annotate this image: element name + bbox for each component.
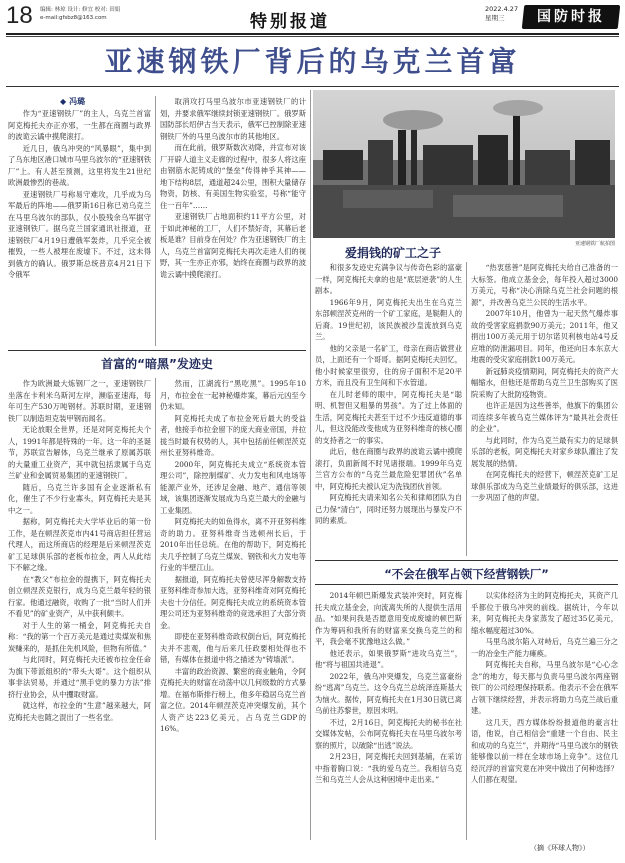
paragraph: 2022年，俄乌冲突爆发，乌克兰富豪纷纷“逃离”乌克兰。这令乌克兰总统泽连斯基大为恼火。据传，阿克梅托夫在1月30日就已离乌前往苏黎世，原因未明。 (315, 671, 462, 715)
column-divider (155, 96, 156, 346)
logo-text: 国防时报 (537, 9, 605, 25)
steel-plant-image (313, 90, 615, 238)
page-number: 18 (6, 2, 33, 29)
headline-rule (6, 86, 619, 87)
history-column-2 (160, 378, 306, 840)
paragraph: 和很多发迹史充满争议与传奇色彩的富豪一样，阿克梅托夫拿的也是“底层逆袭”的人生剧本。 (315, 263, 462, 295)
paragraph: 据称，阿克梅托夫大学毕业后的第一份工作，是在顿涅茨克市内41号商店担任营运代理人，而这所商店的经理是后来顿涅茨克矿工足球俱乐部的老板布拉金，两人从此结下不解之缘。 (8, 517, 151, 572)
paragraph: 对于人生的第一桶金，阿克梅托夫自称：“我的第一个百万美元是通过卖煤炭和焦炭赚来的，是抓住先机风险，但物有所值。” (8, 620, 151, 653)
column-divider (466, 590, 467, 840)
stay-column-1 (315, 590, 462, 840)
paragraph: 无论放眼全世界，还是对阿克梅托夫个人，1991年都是特殊的一年。这一年的圣诞节，苏联宣告解体，乌克兰继承了原属苏联的大量重工业资产，其中就包括隶属于乌克兰矿业和金属贸易集团的亚速钢铁厂。 (8, 425, 151, 480)
paragraph: 阿克梅托夫请来知名公关和律师团队为自己力保“清白”，同时还努力展现出与暴发户不同的素质。 (315, 493, 462, 525)
paragraph: 就这样，布拉金的“生意”越来越大，阿克梅托夫也随之混出了一些名堂。 (8, 701, 151, 722)
email-line: e-mail:gfsbz8@163.com (40, 15, 107, 21)
paragraph: 在儿时老师的眼中，阿克梅托夫是“聪明、机智但又粗暴的男孩”。为了过上体面的生活，阿克梅托夫甚至干过不少违反道德的事儿，但这没能改变他成为亚努科维奇的核心圈的支持者之一的事实。 (315, 389, 462, 445)
paragraph: “热衷慈善”是阿克梅托夫给自己准备的一大标签。他成立基金会，每年投入超过3000万美元，号称“决心消除乌克兰社会问题的根源”，并改善乌克兰公民的生活水平。 (471, 263, 618, 307)
paragraph: 2月23日，阿克梅托夫回到基辅，在采访中指着胸口说：“我的爱乌克兰。我相信乌克兰和乌克兰人会从这种困境中走出来。” (315, 752, 462, 784)
paragraph: 随后，乌克兰许多国有企业逐渐私有化，催生了不少行业寡头，阿克梅托夫是其中之一。 (8, 482, 151, 515)
paragraph: 2007年10月，他曾为一起天然气爆炸事故的受害家庭捐款90万美元；2011年，他又捐出100万美元用于切尔诺贝利核电站4号反应堆的防泄漏项目。同年，他还向日本东京大地震的受灾家庭捐款100万美元。 (471, 309, 618, 364)
donation-column-2 (471, 262, 618, 556)
editor-line: 编辑: 林琼 设计: 修宜 校对: 田娟 (40, 7, 121, 13)
section-divider (310, 90, 311, 840)
section-title: 特别报道 (250, 12, 330, 32)
paragraph: 1966年9月，阿克梅托夫出生在乌克兰东部顿涅茨克州的一个矿工家庭，是鞑靼人的后裔。19世纪初，该民族被沙皇流放到乌克兰。 (315, 297, 462, 341)
paragraph: 而在此前，俄罗斯数次劝降，并宣布对该厂开辟人道主义走廊的过程中，很多人将这座由钢筋水泥铸成的“堡垒”传得神乎其神——地下结构8层，通道超24公里，围积大量储存物资，防核、有美国生物实验室，号称“能守住一百年”…… (160, 143, 306, 210)
paragraph: 2014年顿巴斯爆发武装冲突时，阿克梅托夫成立基金会，向流离失所的人提供生活用品。“如果问我是否愿意用变成废墟的顿巴斯作为筹码和我所有的财富来交换乌克兰的和平，我会毫不犹豫地这么做。” (315, 591, 462, 646)
paragraph: 也许正是因为这些善举，他旗下的集团公司连续多年被乌克兰媒体评为“最具社会责任的企业”。 (471, 401, 618, 433)
paragraph: 作为“亚速钢铁厂”的主人，乌克兰首富阿克梅托夫亦正亦邪，一生都在商圈与政界的波诡云谲中摸爬滚打。 (8, 109, 151, 141)
paragraph: 然而，江湖流行“黑吃黑”。1995年10月，布拉金在一起神秘爆炸案，幕后元凶至今仍未知。 (160, 379, 306, 411)
paragraph: 不过，2月16日，阿克梅托夫的秘书在社交媒体发帖，公布阿克梅托夫在马里乌波尔考察的照片，以破除“出逃”说法。 (315, 717, 462, 750)
intro-column-right (160, 96, 306, 346)
paragraph: 亚速钢铁厂号称易守难攻，几乎成为乌军最后的阵地——俄罗斯16日称已劝乌克兰在马里乌波尔的部队，仅小股残余乌军据守亚速钢铁厂。据乌克兰国家通讯社报道，亚速钢铁厂4月19日遭俄军轰炸，几乎完全被摧毁，一些人被埋在废墟下。不过，这未得到俄方的确认。俄罗斯总统普京4月21日下令俄军 (8, 189, 151, 279)
paragraph: 2000年，阿克梅托夫成立“系统资本管理公司”，除控制煤矿、火力发电和风电场等能源产业外，还涉足金融、地产、通信等领域，该集团逐渐发展成为乌克兰最大的金融与工业集团。 (160, 459, 306, 515)
masthead-rule-thin (6, 36, 619, 37)
author-name: 冯璐 (69, 97, 86, 106)
paragraph: 他的父亲是一名矿工，母亲在商店做营业员，上面还有一个哥哥。据阿克梅托夫回忆，他小时候家里很穷，住的房子面积不足20平方米，而且没有卫生间和下水管道。 (315, 343, 462, 387)
paragraph: 与此同时，作为乌克兰最有实力的足球俱乐部的老板，阿克梅托夫对家乡球队灌注了发展发展的热情。 (471, 435, 618, 468)
page-headline: 亚速钢铁厂背后的乌克兰首富 (104, 45, 521, 78)
paragraph: 近几日，俄乌冲突的“风暴眼”，集中到了乌东地区港口城市马里乌波尔的“亚速钢铁厂”上。有人甚至预测，这里将发生21世纪欧洲最惨烈的巷战。 (8, 143, 151, 187)
paragraph: 此后，他在商圈与政界的波诡云谲中摸爬滚打，负面新闻不时见诸报端。1999年乌克兰官方公布的“乌克兰最危险犯罪团伙”名单中，阿克梅托夫被认定为洗钱团伙首领。 (315, 447, 462, 491)
subtitle-dark-history: 首富的“暗黑”发迹史 (101, 357, 213, 371)
masthead-rule (6, 33, 619, 35)
paragraph: 取消攻打马里乌波尔市亚速钢铁厂的计划，并要求俄军继续封锁亚速钢铁厂。俄罗斯国防部长绍伊古当天表示，俄军已控制除亚速钢铁厂外的马里乌波尔市的其他地区。 (160, 97, 306, 141)
subtitle-rule (315, 560, 618, 561)
paragraph: 这几天，西方媒体纷纷报道他的豪言壮语，他说，自己相信会“重建一个自由、民主和成功的乌克兰”，并期待“马里乌波尔的钢铁能够像以前一样在全球市场上竞争”。这位几经沉浮的首富究竟在冲突中做出了何种选择？人们都在观望。 (471, 717, 618, 784)
intro-column-left (8, 108, 151, 346)
paragraph: 在阿克梅托夫的经营下，顿涅茨克矿工足球俱乐部成为乌克兰业绩最好的俱乐部，这进一步巩固了他的声望。 (471, 470, 618, 502)
paragraph: 作为欧洲最大炼钢厂之一，亚速钢铁厂坐落在卡利米乌斯河左岸，濒临亚速海，每年可生产530万吨钢材。苏联时期，亚速钢铁厂以制造坦克装甲钢而闻名。 (8, 379, 151, 423)
paragraph: 丰富的政治资源、繁密的商业触角，令阿克梅托夫的财富在动荡中以几何级数的方式暴增。在福布斯排行榜上，他多年稳居乌克兰首富之位。2014年顿涅茨克冲突爆发前，其个人资产达223亿美元，占乌克兰GDP的16%。 (160, 666, 306, 733)
editor-info (40, 6, 120, 22)
paragraph: 即使在亚努科维奇政权倒台后，阿克梅托夫并不悲观，他与后来几任政要相处得也不错，有媒体在报道中将之描述为“铸墙派”。 (160, 632, 306, 664)
subtitle-rule (315, 584, 618, 585)
subtitle-rule (8, 350, 306, 351)
paragraph: 与此同时，阿克梅托夫还被布拉金任命为旗下带派组织的“带头大哥”。这个组织从事非法贸易，并通过“黑手党的暴力方法”排挤行业协会，从中攫取财富。 (8, 655, 151, 699)
column-divider (466, 262, 467, 556)
stay-column-2 (471, 590, 618, 840)
paragraph: 新冠肺炎疫情期间，阿克梅托夫的资产大幅缩水，但他还是帮助乌克兰卫生部购买了医院采购了大批防疫物资。 (471, 366, 618, 399)
paragraph: 阿克梅托夫成了布拉金死后最大的受益者，他接手布拉金留下的庞大商业帝国，并拉拢当时最有权势的人，其中包括前任顿涅茨克州长亚努科维奇。 (160, 413, 306, 457)
paragraph: 他还表示，如果俄罗斯“进攻乌克兰”，他“将与祖国共进退”。 (315, 648, 462, 669)
history-column-1 (8, 378, 151, 840)
byline (60, 96, 85, 107)
paragraph: 在“教父”布拉金的提携下，阿克梅托夫创立顿涅茨克银行，成为乌克兰最年轻的银行家。他通过融资，收购了一批“当时人们并不看见”的矿业资产，从中获利颇丰。 (8, 574, 151, 618)
subtitle-donation: 爱捐钱的矿工之子 (344, 246, 441, 260)
photo-caption: 亚速钢铁厂航拍图 (574, 241, 615, 247)
paragraph: 马里乌波尔陷入对峙后，乌克兰遍三分之一的冶金生产能力瘫痪。 (471, 637, 618, 658)
date-line: 2022.4.27 (485, 5, 519, 13)
aerial-photo (313, 90, 615, 238)
paragraph: 阿克梅托夫自称，马里乌波尔是“心心念念”的地方，每天都与负责马里乌波尔两座钢铁厂的公司经理保持联系。他表示不会在俄军占领下继续经营，并表示将助力乌克兰战后重建。 (471, 660, 618, 715)
source-credit: （摘《环球人物》） (530, 844, 590, 852)
newspaper-logo (522, 5, 621, 29)
donation-column-1 (315, 262, 462, 556)
publication-date (485, 5, 518, 23)
masthead (0, 0, 625, 38)
column-divider (155, 378, 156, 840)
paragraph: 阿克梅托夫的如鱼得水，离不开亚努科维奇的助力。亚努科维奇当选顿州长后，于2010年出任总统。在他的帮助下，阿克梅托夫几乎控制了乌克兰煤炭、钢铁和火力发电等行业的半壁江山。 (160, 517, 306, 572)
paragraph: 以实体经济为主的阿克梅托夫，其资产几乎都位于俄乌冲突的前线。据统计，今年以来，阿克梅托夫身家蒸发了超过35亿美元，缩水幅度超过30%。 (471, 591, 618, 635)
byline-star: ◆ (60, 97, 67, 106)
weekday: 星期三 (485, 14, 505, 22)
paragraph: 亚速钢铁厂占地面积约11平方公里，对于如此神秘的工厂，人们不禁好奇，其幕后老板是谁？目前身在何处？作为亚速钢铁厂的主人，乌克兰首富阿克梅托夫再次走进人们的视野，其一生亦正亦邪，始终在商圈与政界的波诡云谲中摸爬滚打。 (160, 212, 306, 279)
paragraph: 据报道，阿克梅托夫曾使尽浑身解数支持亚努科维奇参加大选，亚努科维奇对阿克梅托夫也十分信任。阿克梅托夫成立的系统资本管理公司还为亚努科维奇的竞选承担了大部分资金。 (160, 574, 306, 630)
subtitle-stay: “不会在俄军占领下经营钢铁厂” (384, 567, 549, 581)
